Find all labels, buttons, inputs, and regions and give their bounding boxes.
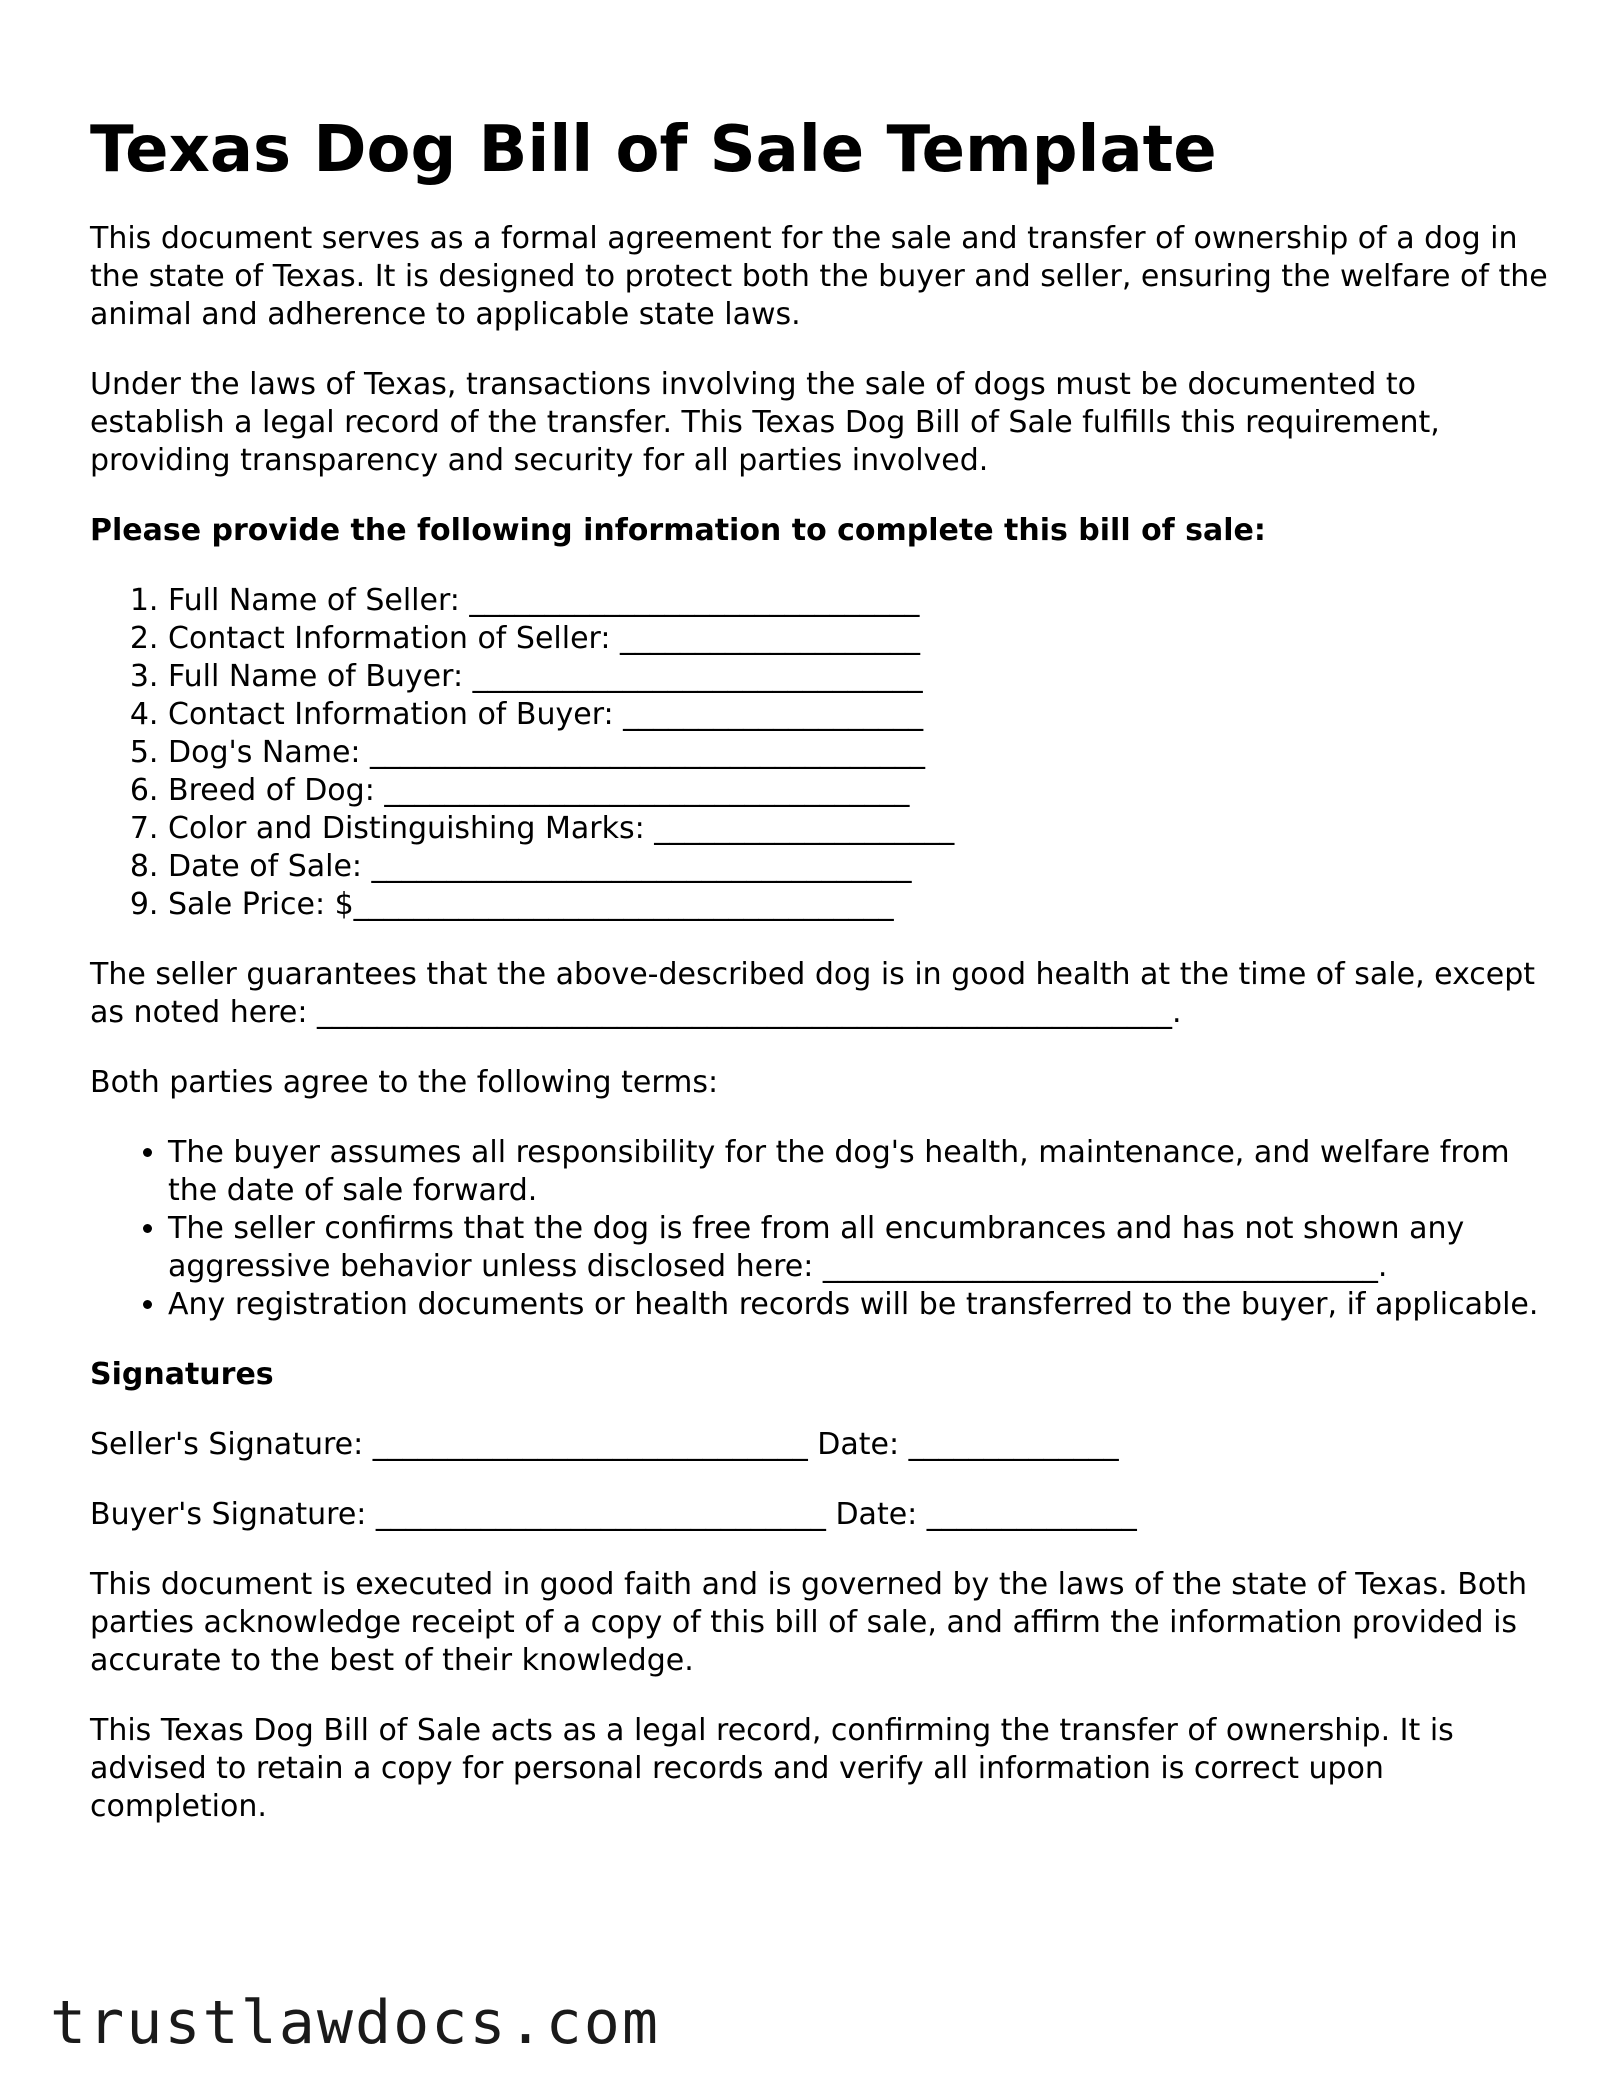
page-title: Texas Dog Bill of Sale Template bbox=[90, 113, 1217, 187]
field-buyer-name[interactable]: 3. Full Name of Buyer: ______________________________ bbox=[168, 658, 1550, 696]
footer-brand: trustlawdocs.com bbox=[50, 1988, 660, 2058]
signatures-heading: Signatures bbox=[90, 1357, 274, 1392]
field-seller-contact[interactable]: 2. Contact Information of Seller: ____________________ bbox=[168, 620, 1550, 658]
closing-paragraph-1: This document is executed in good faith and is governed by the laws of the state of Texas. Both parties acknowledge receipt of a copy of this bill of sale, and affirm the information provided is accurate to the best of their knowledge. bbox=[90, 1567, 1527, 1678]
intro-paragraph-2: Under the laws of Texas, transactions involving the sale of dogs must be documented to establish a legal record of the transfer. This Texas Dog Bill of Sale fulfills this requirement, providing transparency and security for all parties involved. bbox=[90, 367, 1440, 478]
closing-paragraph-2: This Texas Dog Bill of Sale acts as a legal record, confirming the transfer of ownership. It is advised to retain a copy for personal records and verify all information is correct upon completion. bbox=[90, 1713, 1454, 1824]
info-heading: Please provide the following information to complete this bill of sale: bbox=[90, 513, 1266, 548]
field-seller-name[interactable]: 1. Full Name of Seller: ______________________________ bbox=[168, 582, 1550, 620]
field-sale-date[interactable]: 8. Date of Sale: ____________________________________ bbox=[168, 848, 1550, 886]
term-item: • Any registration documents or health records will be transferred to the buyer, if applicable. bbox=[168, 1286, 1550, 1324]
field-dog-name[interactable]: 5. Dog's Name: _____________________________________ bbox=[168, 734, 1550, 772]
field-sale-price[interactable]: 9. Sale Price: $____________________________________ bbox=[168, 886, 1550, 924]
health-guarantee: The seller guarantees that the above-described dog is in good health at the time of sale, except as noted here: _________________________________________________________. bbox=[90, 957, 1536, 1030]
document-page bbox=[90, 110, 1550, 1858]
term-item: • The buyer assumes all responsibility for the dog's health, maintenance, and welfare from the date of sale forward. bbox=[168, 1134, 1550, 1210]
field-dog-breed[interactable]: 6. Breed of Dog: ___________________________________ bbox=[168, 772, 1550, 810]
field-dog-markings[interactable]: 7. Color and Distinguishing Marks: ____________________ bbox=[168, 810, 1550, 848]
terms-intro: Both parties agree to the following terms: bbox=[90, 1065, 719, 1100]
intro-paragraph-1: This document serves as a formal agreement for the sale and transfer of ownership of a dog in the state of Texas. It is designed to protect both the buyer and seller, ensuring the welfare of the animal and adherence to applicable state laws. bbox=[90, 221, 1548, 332]
term-item: • The seller confirms that the dog is free from all encumbrances and has not shown any aggressive behavior unless disclosed here: _____________________________________. bbox=[168, 1210, 1550, 1286]
seller-signature-line[interactable]: Seller's Signature: _____________________________ Date: ______________ bbox=[90, 1427, 1119, 1462]
info-fields-list bbox=[90, 582, 1550, 924]
terms-list bbox=[90, 1134, 1550, 1324]
field-buyer-contact[interactable]: 4. Contact Information of Buyer: ____________________ bbox=[168, 696, 1550, 734]
buyer-signature-line[interactable]: Buyer's Signature: ______________________________ Date: ______________ bbox=[90, 1497, 1137, 1532]
